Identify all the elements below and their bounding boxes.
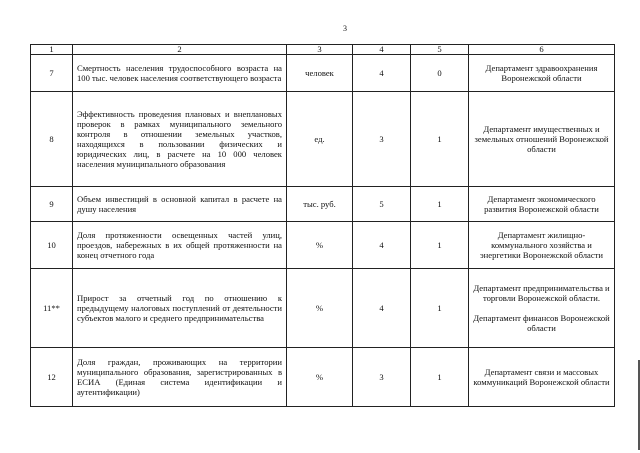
unit-of-measure: % <box>287 222 353 269</box>
unit-of-measure: ед. <box>287 92 353 187</box>
responsible-department: Департамент связи и массовых коммуникаций Воронежской области <box>469 348 615 407</box>
indicator-weight: 3 <box>353 92 411 187</box>
table-row <box>31 187 615 222</box>
indicator-description: Смертность населения трудоспособного возраста на 100 тыс. человек населения соответствующего возраста <box>73 55 287 92</box>
indicator-weight: 4 <box>353 222 411 269</box>
column-header: 5 <box>411 45 469 55</box>
indicator-weight: 5 <box>353 187 411 222</box>
responsible-department: Департамент предпринимательства и торговли Воронежской области. <box>473 283 610 303</box>
indicator-weight: 4 <box>353 55 411 92</box>
row-number: 7 <box>31 55 73 92</box>
indicator-description: Прирост за отчетный год по отношению к предыдущему налоговых поступлений от деятельности субъектов малого и среднего предпринимательства <box>73 269 287 348</box>
unit-of-measure: % <box>287 269 353 348</box>
indicators-table <box>30 44 615 407</box>
responsible-department: Департамент экономического развития Воронежской области <box>469 187 615 222</box>
column-header: 6 <box>469 45 615 55</box>
indicator-description: Эффективность проведения плановых и внеплановых проверок в рамках муниципального земельного контроля в отношении земельных участков, находящихся в пользовании физических и юридических лиц, в расчете на 10 000 человек населения муниципального образования <box>73 92 287 187</box>
row-number: 11** <box>31 269 73 348</box>
responsible-department: Департамент имущественных и земельных отношений Воронежской области <box>469 92 615 187</box>
indicator-target: 1 <box>411 348 469 407</box>
row-number: 12 <box>31 348 73 407</box>
page-number: 3 <box>343 24 347 33</box>
table-row <box>31 348 615 407</box>
column-header: 2 <box>73 45 287 55</box>
indicator-description: Объем инвестиций в основной капитал в расчете на душу населения <box>73 187 287 222</box>
indicator-description: Доля протяженности освещенных частей улиц, проездов, набережных в их общей протяженности на конец отчетного года <box>73 222 287 269</box>
indicator-weight: 4 <box>353 269 411 348</box>
responsible-department-cell <box>469 269 615 348</box>
column-header: 1 <box>31 45 73 55</box>
row-number: 10 <box>31 222 73 269</box>
indicator-description: Доля граждан, проживающих на территории муниципального образования, зарегистрированных в ЕСИА (Единая система идентификации и аутентификации) <box>73 348 287 407</box>
table-header-row <box>31 45 615 55</box>
row-number: 8 <box>31 92 73 187</box>
row-number: 9 <box>31 187 73 222</box>
responsible-department: Департамент здравоохранения Воронежской области <box>469 55 615 92</box>
indicator-target: 1 <box>411 187 469 222</box>
unit-of-measure: тыс. руб. <box>287 187 353 222</box>
unit-of-measure: % <box>287 348 353 407</box>
responsible-department-secondary: Департамент финансов Воронежской области <box>473 313 610 333</box>
indicator-weight: 3 <box>353 348 411 407</box>
table-row <box>31 55 615 92</box>
unit-of-measure: человек <box>287 55 353 92</box>
indicator-target: 1 <box>411 92 469 187</box>
column-header: 3 <box>287 45 353 55</box>
indicator-target: 1 <box>411 269 469 348</box>
table-row <box>31 269 615 348</box>
table-row <box>31 222 615 269</box>
column-header: 4 <box>353 45 411 55</box>
table-row <box>31 92 615 187</box>
indicator-target: 0 <box>411 55 469 92</box>
responsible-department: Департамент жилищно-коммунального хозяйства и энергетики Воронежской области <box>469 222 615 269</box>
indicator-target: 1 <box>411 222 469 269</box>
